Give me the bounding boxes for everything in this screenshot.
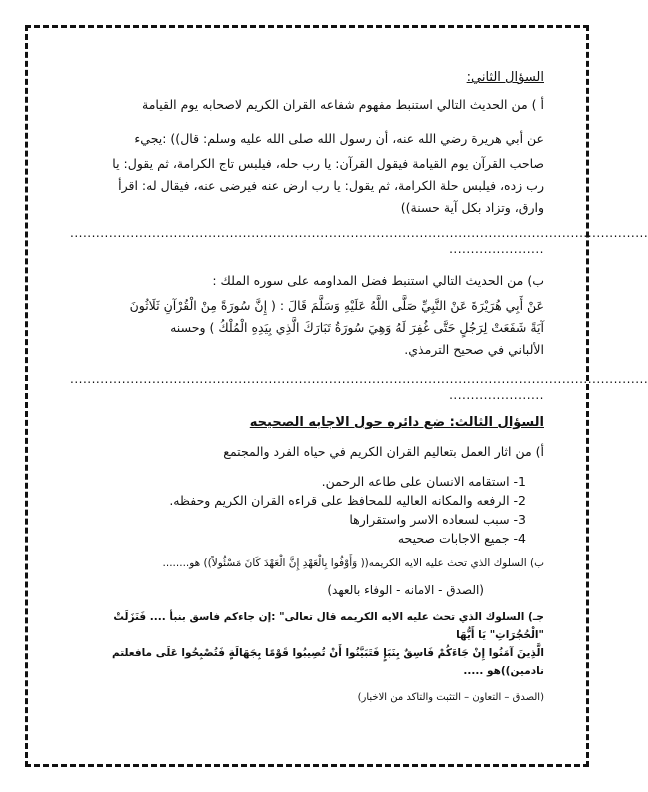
question-2-heading: السؤال الثاني: <box>466 70 544 85</box>
q3-c-line-2: الَّذِينَ آمَنُوا إِنْ جَاءَكُمْ فَاسِقٌ بِنَبَإٍ فَتَبَيَّنُوا أَنْ تُصِيبُوا قَوْمًا بِجَهَالَةٍ فَتُصْبِحُوا عَلَى مافعلتم نادمين))هو ..... <box>111 647 544 677</box>
q2-a-hadith-line-2: صاحب القرآن يوم القيامة فيقول القرآن: يا رب حله، فيلبس تاج الكرامة، ثم يقول: يا <box>112 156 544 171</box>
q3-a-option-2[interactable]: 2- الرفعه والمكانه العاليه للمحافظ على قراءه القران الكريم وحفظه. <box>169 493 526 508</box>
q2-b-hadith-line-1: عَنْ أَبِي هُرَيْرَةَ عَنْ النَّبِيِّ صَلَّى اللَّهُ عَلَيْهِ وَسَلَّمَ قَالَ : ( إِنَّ سُورَةً مِنْ الْقُرْآنِ ثَلَاثُونَ <box>129 298 544 313</box>
q2-b-answer-line-1[interactable]: ...................................................................................................................................... <box>70 372 648 386</box>
q2-a-answer-line-2[interactable]: ...................... <box>449 242 544 256</box>
q3-a-prompt: أ) من اثار العمل بتعاليم القران الكريم في حياه الفرد والمجتمع <box>223 444 544 459</box>
q3-c-choices[interactable]: (الصدق – التعاون – التثبت والتاكد من الاخبار) <box>357 692 544 703</box>
q2-b-answer-line-2[interactable]: ...................... <box>449 388 544 402</box>
question-3-heading: السؤال الثالث: ضع دائره حول الاجابه الصحيحه <box>249 415 544 430</box>
q2-a-hadith-line-3: رب زده، فيلبس حلة الكرامة، ثم يقول: يا رب ارض عنه فيرضى عنه، فيقال له: اقرأ <box>118 178 544 193</box>
q3-a-option-1[interactable]: 1- استقامه الانسان على طاعه الرحمن. <box>321 474 526 489</box>
q2-a-prompt: أ ) من الحديث التالي استنبط مفهوم شفاعه القران الكريم لاصحابه يوم القيامة <box>142 97 544 112</box>
q2-b-prompt: ب) من الحديث التالي استنبط فضل المداومه على سوره الملك : <box>212 273 544 288</box>
q2-b-hadith-line-2: آيَةً شَفَعَتْ لِرَجُلٍ حَتَّى غُفِرَ لَهُ وَهِيَ سُورَةُ تَبَارَكَ الَّذِي بِيَدِهِ الْمُلْكُ ) وحسنه <box>170 320 544 335</box>
q2-b-hadith-line-3: الألباني في صحيح الترمذي. <box>404 342 544 357</box>
worksheet <box>70 70 648 716</box>
q3-c-line-1: جـ) السلوك الذي تحث عليه الايه الكريمه قال تعالى" :إن جاءكم فاسق بنبأ .... فَنَزَلَتْ "الْحُجُرَاتِ" يَا أَيُّهَا <box>113 611 544 641</box>
q2-a-hadith-line-1: عن أبي هريرة رضي الله عنه، أن رسول الله صلى الله عليه وسلم: قال)) :يجيء <box>134 131 544 146</box>
q2-a-answer-line-1[interactable]: ...................................................................................................................................... <box>70 226 648 240</box>
q2-a-hadith-line-4: وارق، وتزاد بكل آية حسنة)) <box>400 200 544 215</box>
q3-b-prompt: ب) السلوك الذي تحث عليه الايه الكريمه(( وَأَوْفُوا بِالْعَهْدِ إِنَّ الْعَهْدَ كَانَ مَسْئُولاً)) هو........ <box>162 557 544 569</box>
q3-a-option-3[interactable]: 3- سبب لسعاده الاسر واستقرارها <box>349 512 526 527</box>
q3-b-choices[interactable]: (الصدق - الامانه - الوفاء بالعهد) <box>327 583 484 597</box>
q3-a-option-4[interactable]: 4- جميع الاجابات صحيحه <box>397 531 526 546</box>
